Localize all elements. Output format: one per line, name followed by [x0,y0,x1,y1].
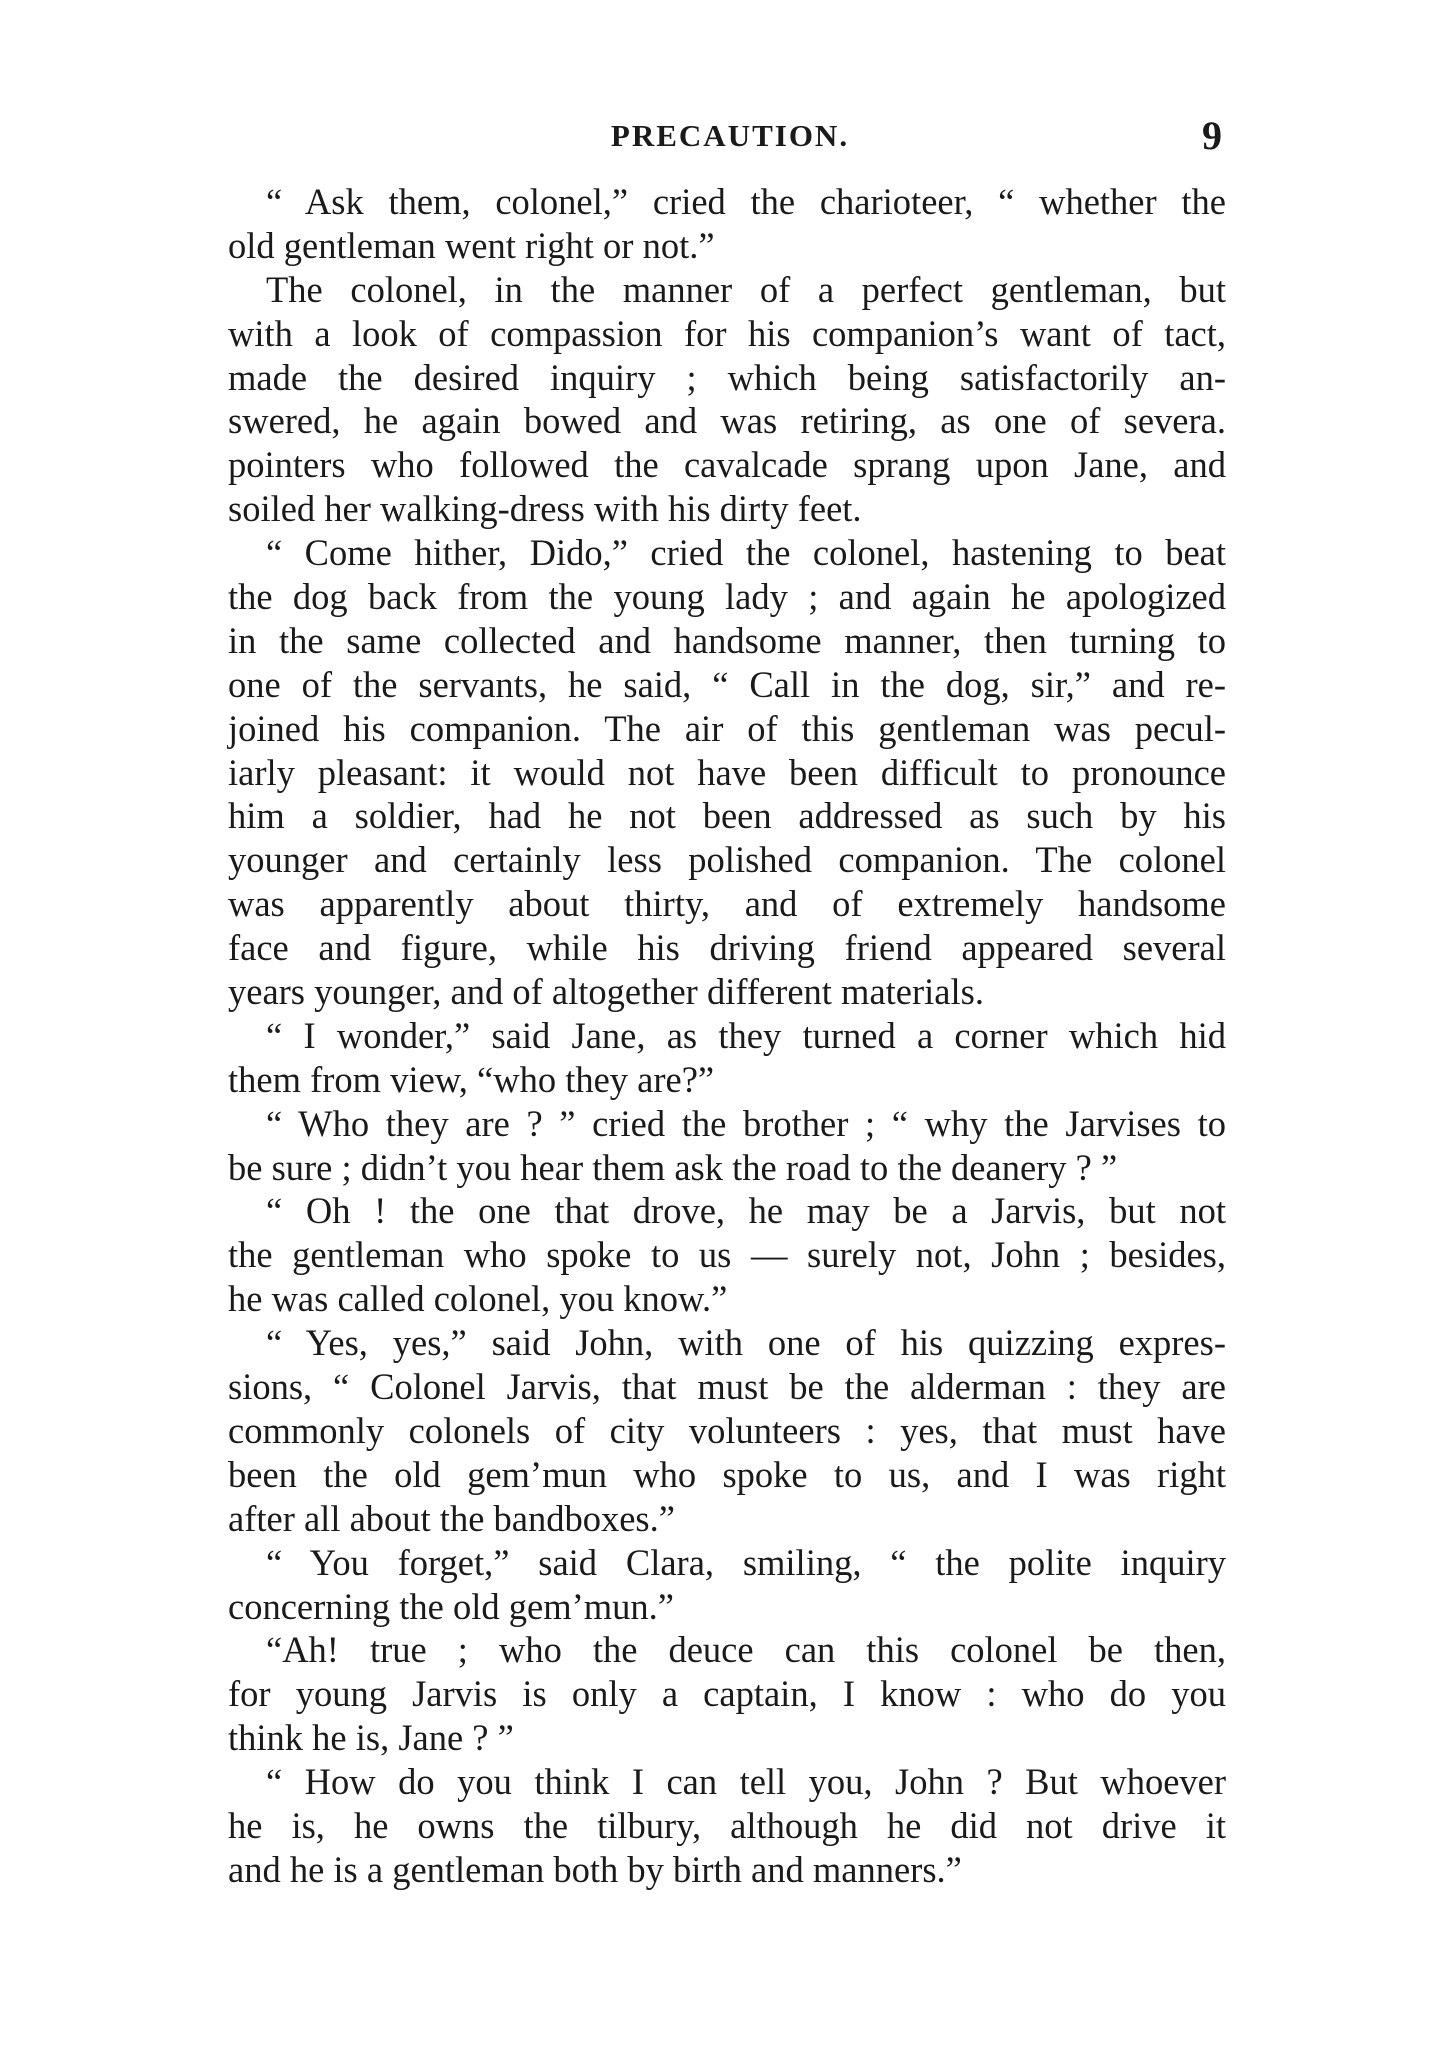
text-line: commonly colonels of city volunteers : yes, that must have [228,1409,1226,1451]
text-line: think he is, Jane ? ” [228,1717,514,1759]
text-line: “Ah! true ; who the deuce can this colonel be then, [266,1629,1226,1671]
text-line: pointers who followed the cavalcade sprang upon Jane, and [228,444,1226,486]
text-line: them from view, “who they are?” [228,1058,715,1100]
body-text [228,180,1226,1892]
text-line: and he is a gentleman both by birth and manners.” [228,1848,962,1890]
running-title: PRECAUTION. [610,118,850,153]
text-line: the dog back from the young lady ; and again he apologized [228,576,1226,618]
text-line: be sure ; didn’t you hear them ask the road to the deanery ? ” [228,1146,1118,1188]
text-line: concerning the old gem’mun.” [228,1585,674,1627]
text-line: in the same collected and handsome manner, then turning to [228,619,1226,661]
text-line: “ I wonder,” said Jane, as they turned a corner which hid [266,1014,1226,1056]
text-line: the gentleman who spoke to us — surely not, John ; besides, [228,1234,1226,1276]
text-line: after all about the bandboxes.” [228,1497,675,1539]
text-line: iarly pleasant: it would not have been difficult to pronounce [228,751,1226,793]
text-line: soiled her walking-dress with his dirty feet. [228,488,862,530]
text-line: he is, he owns the tilbury, although he did not drive it [228,1804,1226,1846]
text-line: sions, “ Colonel Jarvis, that must be the alderman : they are [228,1366,1226,1408]
text-line: joined his companion. The air of this gentleman was pecul- [228,707,1226,749]
text-line: swered, he again bowed and was retiring, as one of severa. [228,400,1226,442]
text-line: “ You forget,” said Clara, smiling, “ the polite inquiry [266,1541,1226,1583]
text-line: made the desired inquiry ; which being satisfactorily an- [228,356,1226,398]
text-line: “ Ask them, colonel,” cried the charioteer, “ whether the [266,181,1226,222]
text-line: years younger, and of altogether different materials. [228,971,984,1013]
text-line: “ Oh ! the one that drove, he may be a Jarvis, but not [266,1190,1226,1232]
text-line: with a look of compassion for his companion’s want of tact, [228,312,1226,354]
text-line: he was called colonel, you know.” [228,1278,728,1320]
text-line: him a soldier, had he not been addressed as such by his [228,795,1226,837]
text-line: was apparently about thirty, and of extremely handsome [228,883,1226,925]
text-line: face and figure, while his driving friend appeared several [228,927,1226,969]
text-line: old gentleman went right or not.” [228,224,715,266]
text-line: “ Who they are ? ” cried the brother ; “ why the Jarvises to [266,1102,1226,1144]
page-number: 9 [1202,113,1222,158]
text-line: been the old gem’mun who spoke to us, and I was right [228,1453,1226,1495]
text-line: younger and certainly less polished companion. The colonel [228,839,1226,881]
text-line: one of the servants, he said, “ Call in the dog, sir,” and re- [228,663,1226,705]
text-line: for young Jarvis is only a captain, I know : who do you [228,1673,1226,1715]
text-line: “ Come hither, Dido,” cried the colonel, hastening to beat [266,532,1226,574]
text-line: “ How do you think I can tell you, John ? But whoever [266,1761,1226,1803]
running-head [230,113,1230,168]
text-line: “ Yes, yes,” said John, with one of his quizzing expres- [266,1322,1226,1364]
text-line: The colonel, in the manner of a perfect gentleman, but [266,268,1226,310]
